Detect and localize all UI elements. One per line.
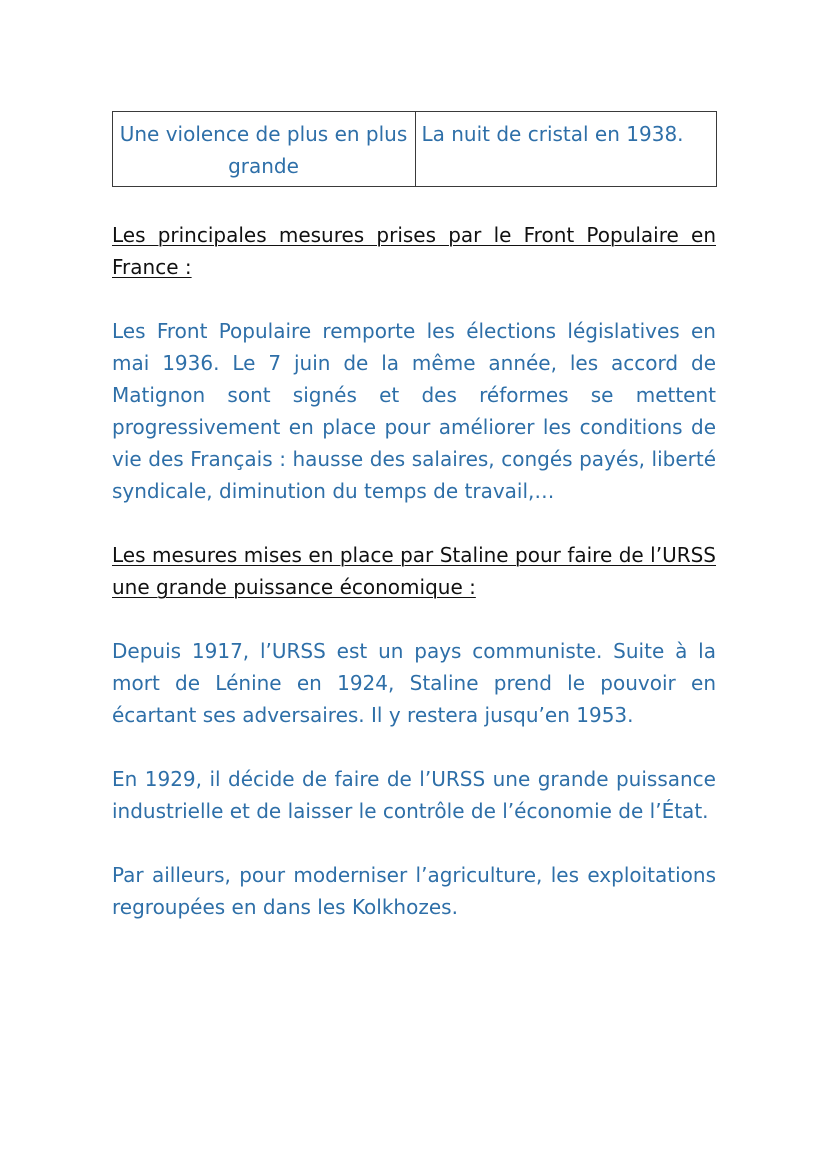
section-heading-front-populaire: Les principales mesures prises par le Front Populaire en France : [112,223,716,279]
table-cell-left: Une violence de plus en plus grande [112,112,415,187]
section-heading-staline: Les mesures mises en place par Staline pour faire de l’URSS une grande puissance économique : [112,543,716,599]
paragraph-front-populaire: Les Front Populaire remporte les élections législatives en mai 1936. Le 7 juin de la même année, les accord de Matignon sont signés et des réformes se mettent progressivement en place pour améliorer les conditions de vie des Français : hausse des salaires, congés payés, liberté syndicale, diminution du temps de travail,… [112,319,716,503]
table-cell-right: La nuit de cristal en 1938. [415,112,716,187]
paragraph-staline-1: Depuis 1917, l’URSS est un pays communiste. Suite à la mort de Lénine en 1924, Staline prend le pouvoir en écartant ses adversaires. Il y restera jusqu’en 1953. [112,639,716,727]
paragraph-staline-2: En 1929, il décide de faire de l’URSS une grande puissance industrielle et de laisser le contrôle de l’économie de l’État. [112,767,716,823]
table-row [112,112,716,187]
document-page [112,111,716,923]
paragraph-staline-3: Par ailleurs, pour moderniser l’agriculture, les exploitations regroupées en dans les Kolkhozes. [112,863,716,919]
summary-table [112,111,717,187]
